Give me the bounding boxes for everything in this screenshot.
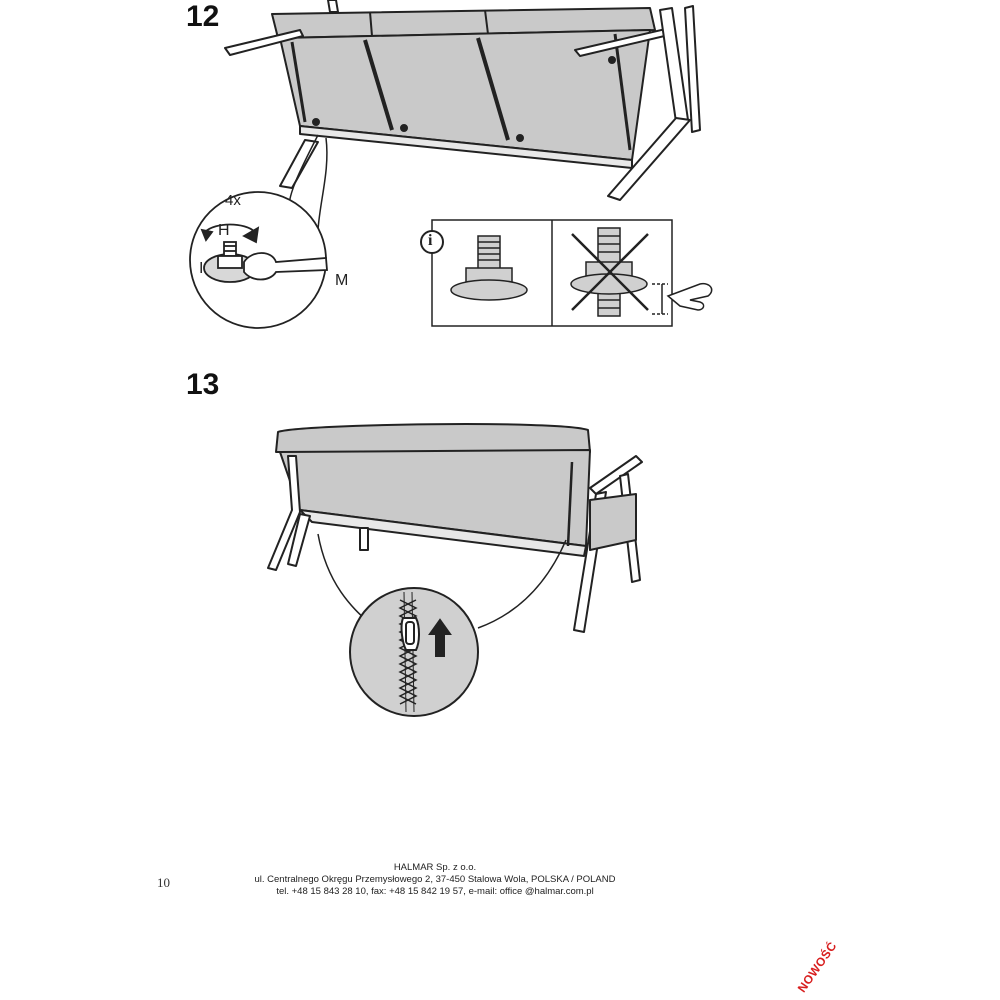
sofa-upside-down-illustration <box>225 0 700 200</box>
footer-company: HALMAR Sp. z o.o. <box>393 862 477 873</box>
footer-contact: tel. +48 15 843 28 10, fax: +48 15 842 19 57, e-mail: office @halmar.com.pl <box>276 886 594 897</box>
sofa-upright-illustration <box>268 424 642 632</box>
footer-address: ul. Centralnego Okręgu Przemysłowego 2, 37-450 Stalowa Wola, POLSKA / POLAND <box>254 874 616 885</box>
part-h-label: H <box>218 222 230 239</box>
info-panel <box>421 220 712 326</box>
part-i-label: I <box>199 260 204 277</box>
step-13-number: 13 <box>186 368 220 401</box>
zipper-detail-callout <box>350 588 478 716</box>
info-icon: i <box>428 232 433 249</box>
wrench-detail-callout <box>190 192 327 328</box>
new-stamp: NOWOŚĆ <box>794 939 840 995</box>
quantity-label: 4x <box>225 192 241 209</box>
part-m-label: M <box>335 272 349 289</box>
pointing-hand-icon <box>668 284 712 310</box>
step-12-number: 12 <box>186 0 220 33</box>
page-number: 10 <box>157 875 170 890</box>
